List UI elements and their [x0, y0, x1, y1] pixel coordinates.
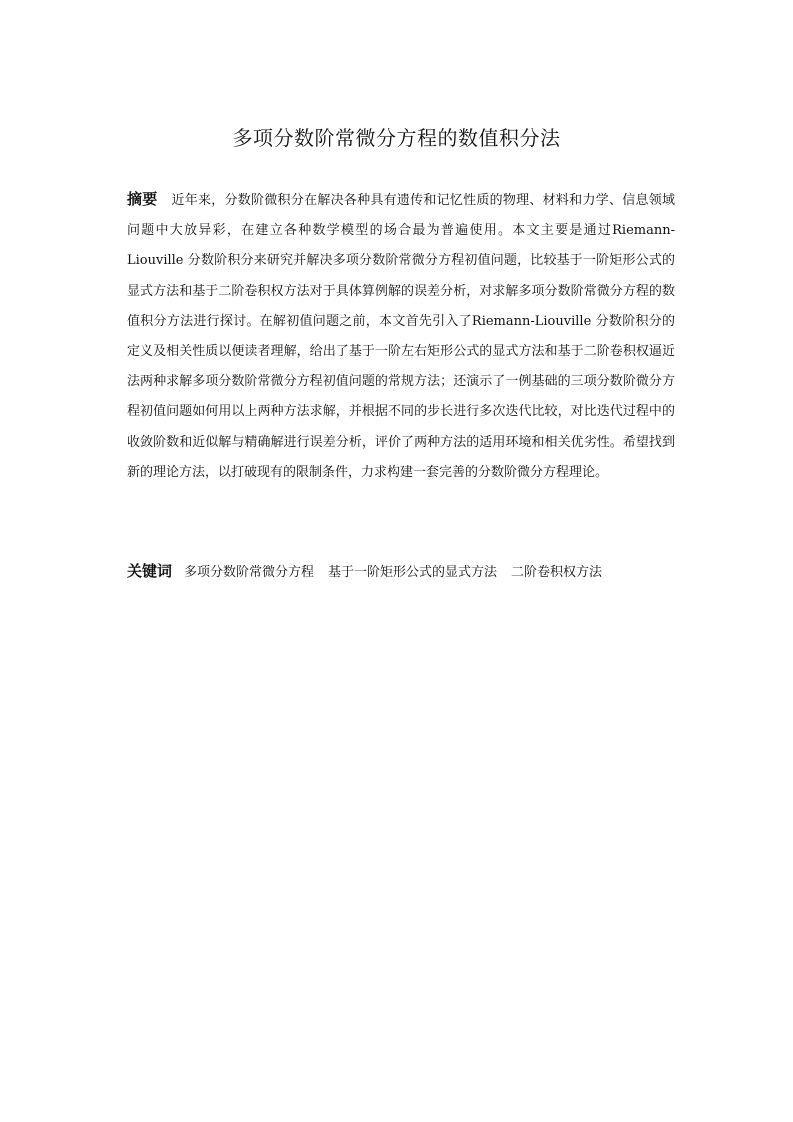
- abstract-paragraph: [127, 184, 675, 488]
- keywords-line: [127, 556, 675, 588]
- abstract-label: 摘要: [127, 190, 158, 208]
- keyword-item: 二阶卷积权方法: [511, 565, 603, 580]
- keyword-item: 基于一阶矩形公式的显式方法: [328, 565, 498, 580]
- document-title: 多项分数阶常微分方程的数值积分法: [232, 126, 561, 150]
- keywords-label: 关键词: [127, 562, 173, 580]
- abstract-text: 近年来，分数阶微积分在解决各种具有遗传和记忆性质的物理、材料和力学、信息领域问题中大放异彩，在建立各种数学模型的场合最为普遍使用。本文主要是通过Riemann-Liouville 分数阶积分来研究并解决多项分数阶常微分方程初值问题，比较基于一阶矩形公式的显式方法和基于二阶卷积权方法对于具体算例解的误差分析，对求解多项分数阶常微分方程的数值积分方法进行探讨。在解初值问题之前，本文首先引入了Riemann-Liouville 分数阶积分的定义及相关性质以便读者理解，给出了基于一阶左右矩形公式的显式方法和基于二阶卷积权逼近法两种求解多项分数阶常微分方程初值问题的常规方法；还演示了一例基础的三项分数阶微分方程初值问题如何用以上两种方法求解，并根据不同的步长进行多次迭代比较，对比迭代过程中的收敛阶数和近似解与精确解进行误差分析，评价了两种方法的适用环境和相关优劣性。希望找到新的理论方法，以打破现有的限制条件，力求构建一套完善的分数阶微分方程理论。: [127, 193, 675, 480]
- keyword-item: 多项分数阶常微分方程: [184, 565, 315, 580]
